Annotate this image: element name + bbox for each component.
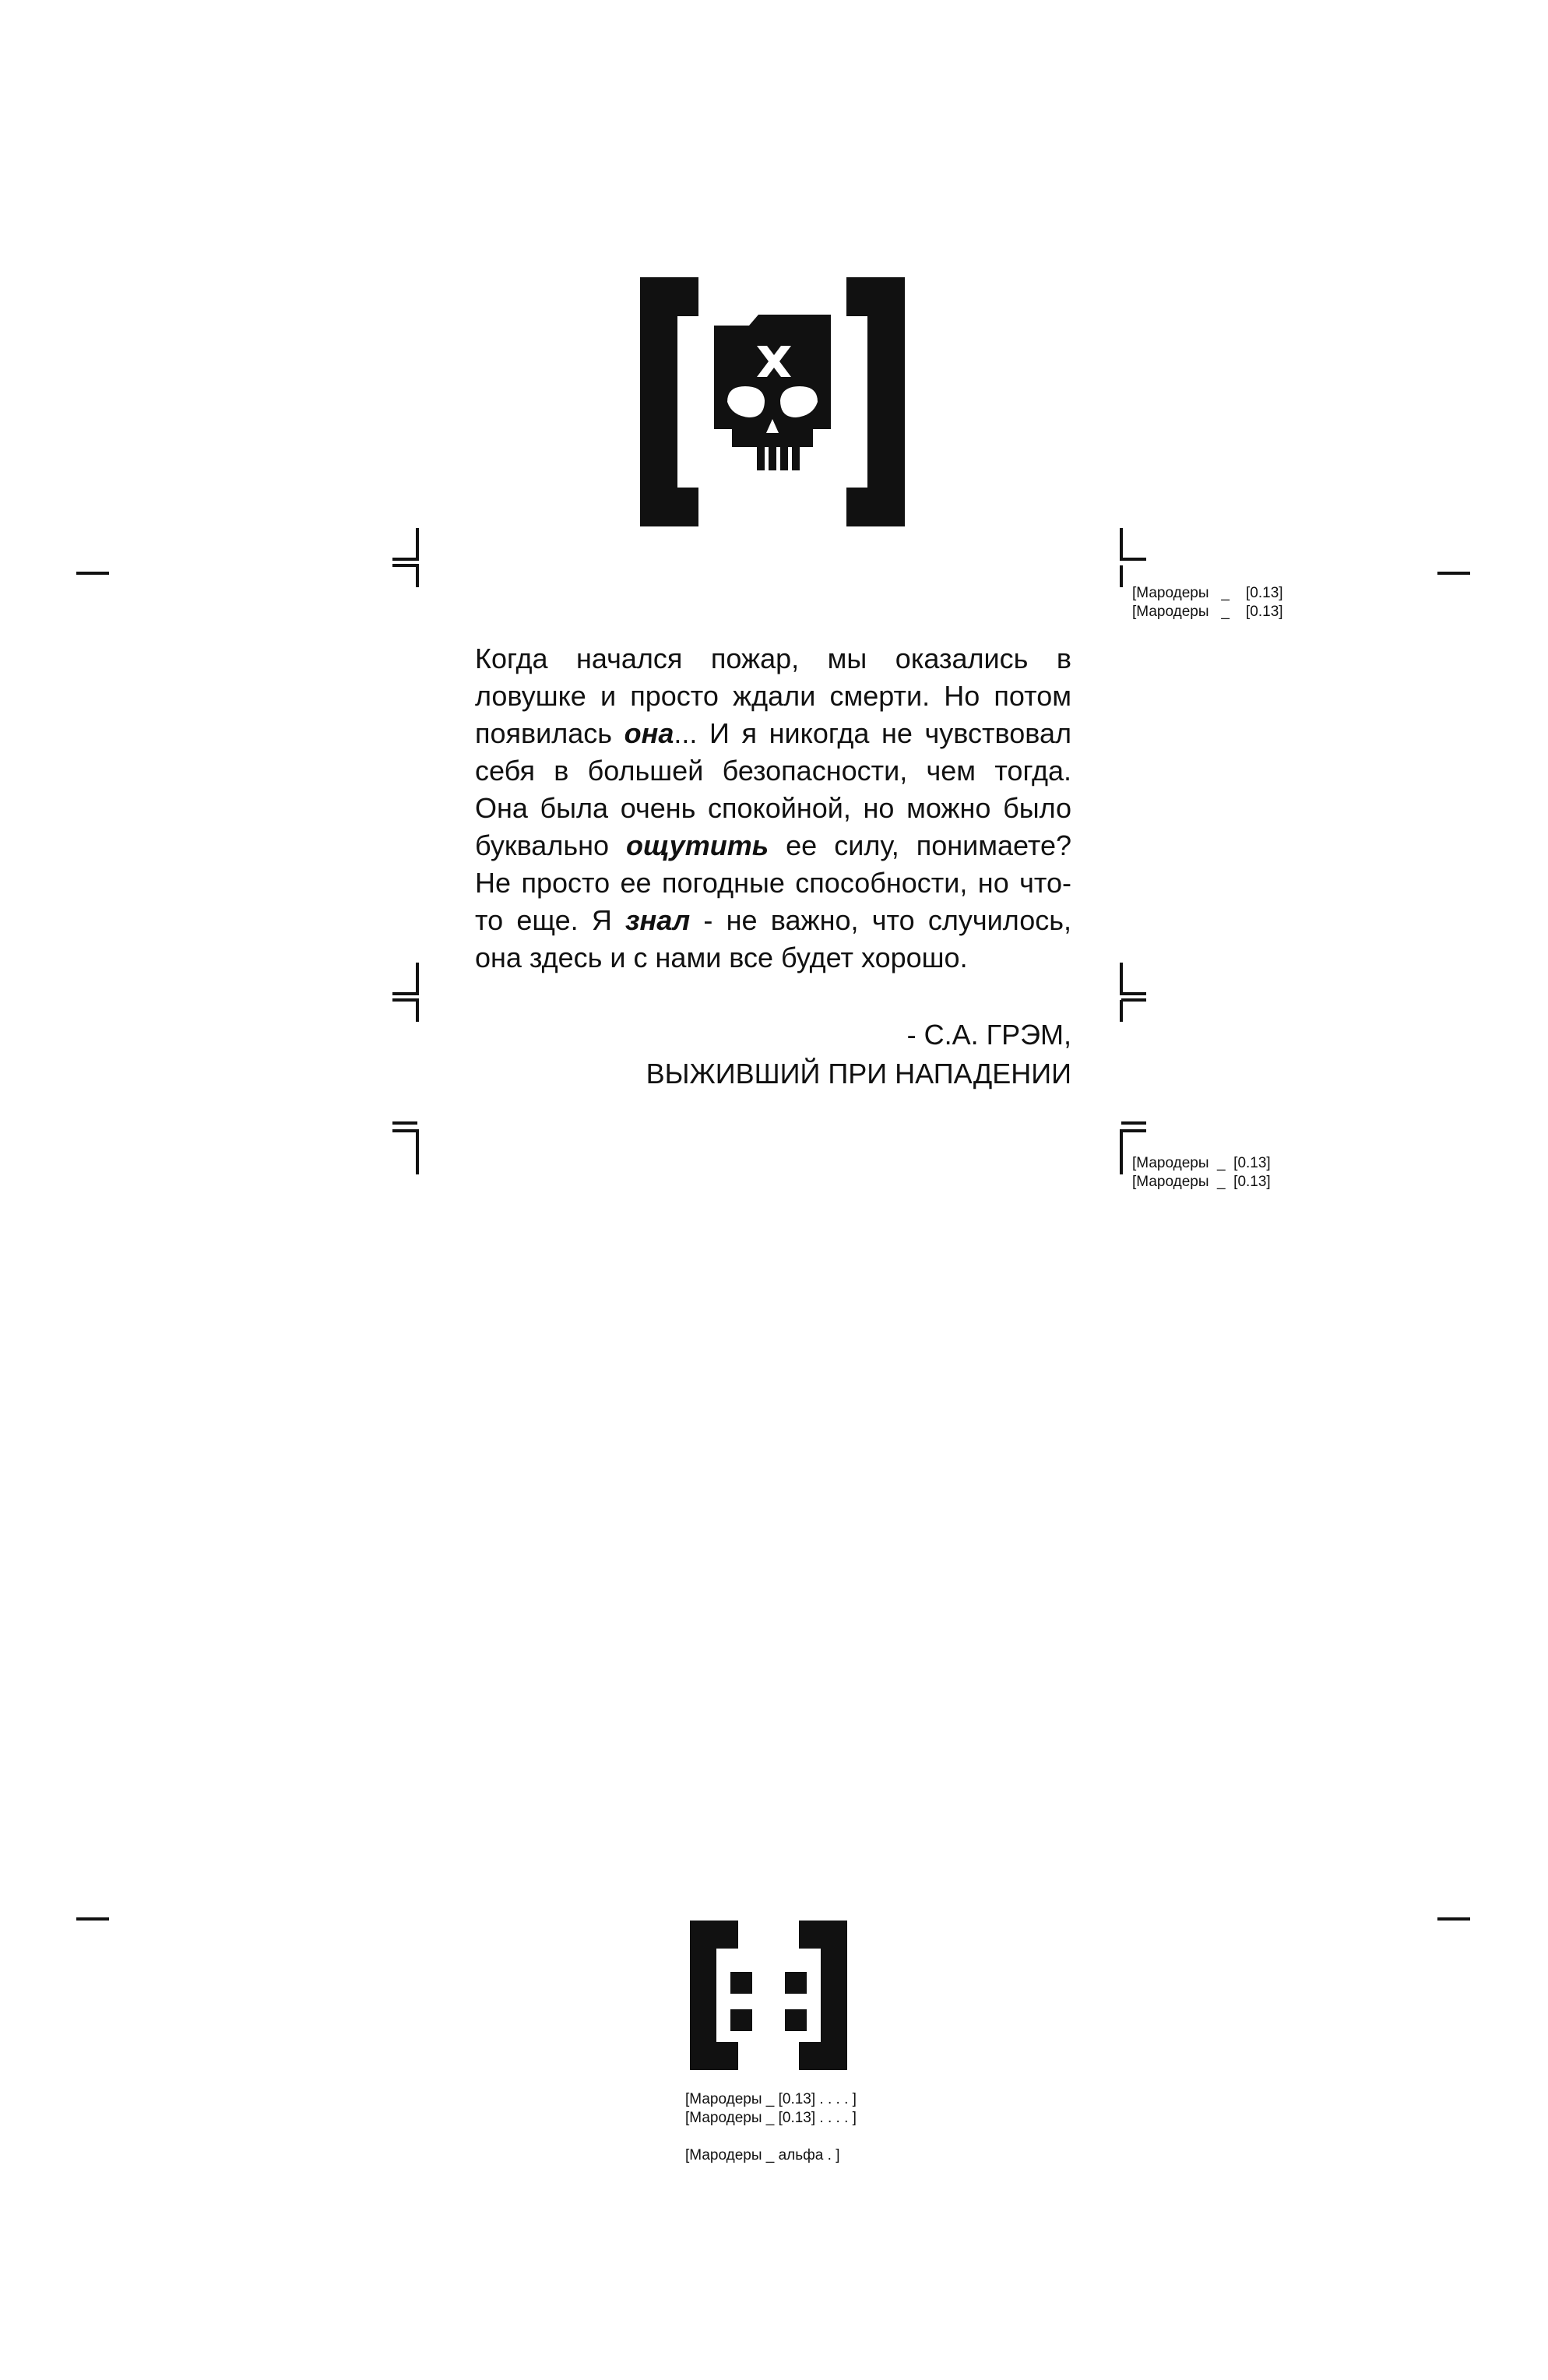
code-label: [Мародеры _ [0.13] [1132, 1174, 1271, 1190]
code-label: [Мародеры _ [0.13] [1132, 585, 1283, 601]
quote-emphasis: ощутить [626, 829, 769, 861]
left-corner-mark [391, 963, 419, 1022]
margin-tick [76, 1917, 109, 1921]
code-label: [Мародеры _ [0.13] [1132, 604, 1283, 620]
code-label: [Мародеры _ [0.13] . . . . ] [685, 2091, 857, 2107]
quote-segment: ... И я никогда не чувствовал себя в большей безопасности, чем тогда. Она была очень спокойной, но можно было буквально [475, 717, 1071, 861]
attribution-role: ВЫЖИВШИЙ ПРИ НАПАДЕНИИ [646, 1058, 1071, 1090]
margin-tick [1437, 1917, 1470, 1921]
quote-segment: Когда начался пожар, мы оказались в ловушке и просто ждали смерти. Но потом появилась [475, 643, 1071, 749]
left-corner-mark [391, 1115, 419, 1174]
right-corner-mark [1120, 963, 1148, 1022]
attribution-name: - С.А. ГРЭМ, [906, 1019, 1071, 1051]
quote-segment: - не важно, что случилось, она здесь и с нами все будет хорошо. [475, 904, 1071, 973]
code-label: [Мародеры _ альфа . ] [685, 2147, 840, 2163]
quote-segment: ее силу, понимаете? Не просто ее погодные способности, но что-то еще. Я [475, 829, 1071, 936]
margin-tick [76, 572, 109, 575]
bracket-squares-icon [690, 1921, 847, 2070]
quote-emphasis: знал [625, 904, 691, 936]
quote-emphasis: она [624, 717, 674, 749]
left-corner-mark [391, 528, 419, 587]
bracketed-skull-icon [640, 277, 905, 526]
quote-text [475, 640, 1071, 977]
right-corner-mark [1120, 528, 1148, 587]
code-label: [Мародеры _ [0.13] [1132, 1155, 1271, 1171]
margin-tick [1437, 572, 1470, 575]
code-label: [Мародеры _ [0.13] . . . . ] [685, 2110, 857, 2126]
